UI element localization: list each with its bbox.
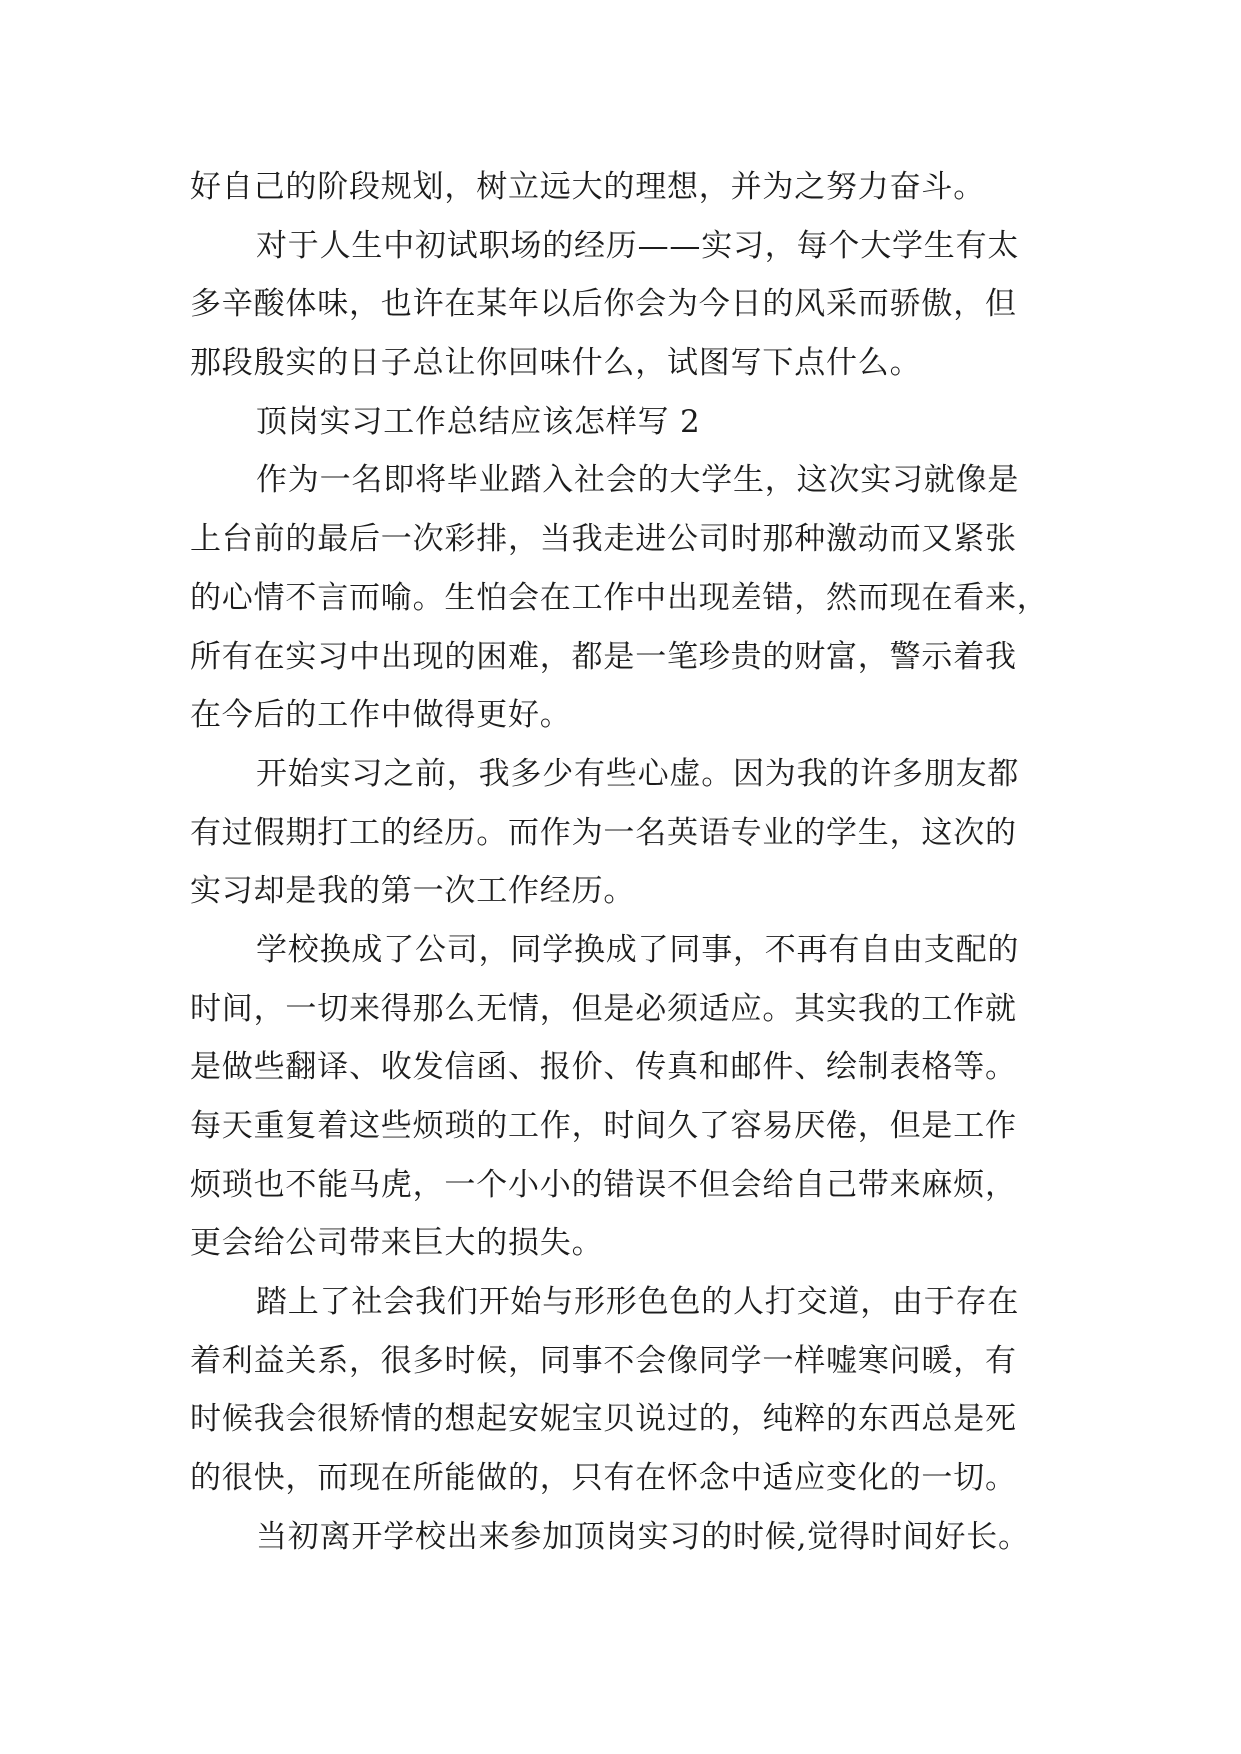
paragraph-first-line: 对于人生中初试职场的经历——实习，每个大学生有太: [256, 227, 1020, 264]
paragraph-first-line: 作为一名即将毕业踏入社会的大学生，这次实习就像是: [256, 462, 1020, 499]
paragraph-line: 那段殷实的日子总让你回味什么，试图写下点什么。: [190, 345, 922, 382]
paragraph-line: 是做些翻译、收发信函、报价、传真和邮件、绘制表格等。: [190, 1049, 1017, 1086]
paragraph-line: 在今后的工作中做得更好。: [190, 697, 572, 734]
paragraph-line: 的很快，而现在所能做的，只有在怀念中适应变化的一切。: [190, 1460, 1017, 1497]
paragraph-line: 多辛酸体味，也许在某年以后你会为今日的风采而骄傲，但: [190, 286, 1017, 323]
paragraph-first-line: 踏上了社会我们开始与形形色色的人打交道，由于存在: [256, 1284, 1020, 1321]
paragraph-line: 好自己的阶段规划，树立远大的理想，并为之努力奋斗。: [190, 169, 985, 205]
paragraph-line: 所有在实习中出现的困难，都是一笔珍贵的财富，警示着我: [190, 638, 1017, 675]
paragraph-first-line: 学校换成了公司，同学换成了同事，不再有自由支配的: [256, 931, 1020, 968]
paragraph-line: 上台前的最后一次彩排，当我走进公司时那种激动而又紧张: [190, 521, 1017, 558]
paragraph-line: 烦琐也不能马虎，一个小小的错误不但会给自己带来麻烦，: [190, 1166, 1017, 1203]
paragraph-first-line: 当初离开学校出来参加顶岗实习的时候,觉得时间好长。: [256, 1518, 1030, 1555]
paragraph-line: 每天重复着这些烦琐的工作，时间久了容易厌倦，但是工作: [190, 1108, 1017, 1144]
paragraph-line: 实习却是我的第一次工作经历。: [190, 873, 636, 910]
paragraph-line: 时间，一切来得那么无情，但是必须适应。其实我的工作就: [190, 990, 1017, 1027]
document-body: [190, 158, 1058, 1567]
paragraph-first-line: 开始实习之前，我多少有些心虚。因为我的许多朋友都: [256, 755, 1020, 792]
paragraph-line: 时候我会很矫情的想起安妮宝贝说过的，纯粹的东西总是死: [190, 1401, 1017, 1438]
paragraph-line: 有过假期打工的经历。而作为一名英语专业的学生，这次的: [190, 814, 1017, 851]
paragraph-line: 着利益关系，很多时候，同事不会像同学一样嘘寒问暖，有: [190, 1342, 1017, 1379]
paragraph-first-line: 顶岗实习工作总结应该怎样写 2: [256, 403, 701, 440]
paragraph-line: 的心情不言而喻。生怕会在工作中出现差错，然而现在看来，: [190, 579, 1049, 616]
paragraph-line: 更会给公司带来巨大的损失。: [190, 1225, 604, 1262]
